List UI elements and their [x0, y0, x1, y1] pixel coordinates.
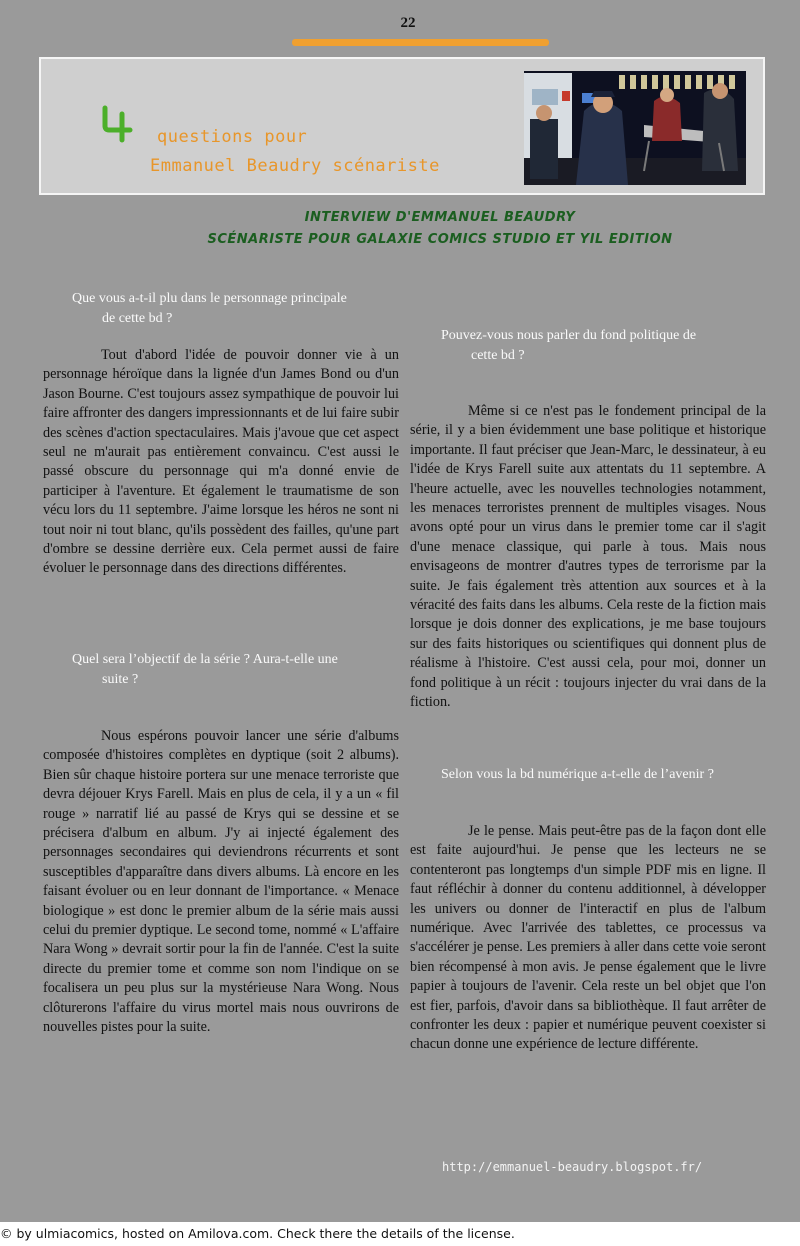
subtitle-line-1: INTERVIEW D'EMMANUEL BEAUDRY: [304, 210, 576, 225]
question-1-line-2: de cette bd ?: [102, 311, 173, 326]
question-3: [441, 326, 696, 366]
question-3-line-1: Pouvez-vous nous parler du fond politique de: [441, 328, 697, 343]
question-2: [72, 650, 338, 690]
question-2-line-2: suite ?: [102, 672, 139, 687]
orange-divider: [292, 39, 549, 46]
question-1-line-1: Que vous a-t-il plu dans le personnage principale: [72, 291, 347, 306]
question-3-line-2: cette bd ?: [471, 348, 525, 363]
question-1: [72, 289, 347, 329]
answer-2: Nous espérons pouvoir lancer une série d'albums composée d'histoires complètes en dyptique (soit 2 albums). Bien sûr chaque histoire portera sur une menace terroriste que devra déjouer Krys Farell. Mais en plus de cela, il y a un « fil rouge » narratif lié au passé de Krys qui se dessine et se précisera d'album en album. J'y ai injecté également des personnages secondaires qui deviendrons récurrents et sont susceptibles d'apparaître dans divers albums. Là encore en les faisant évoluer ou en leur donnant de l'importance. « Menace biologique » est donc le premier album de la série mais aussi celui du premier dyptique. Le second tome, nommé « L'affaire Nara Wong » devrait sortir pour la fin de l'année. C'est la suite directe du premier tome et comme son nom l'indique on se focalisera un peu plus sur la mystérieuse Nara Wong. Nous clôturerons l'affaire du virus mortel mais nous ouvrirons de nouvelles pistes pour la suite.: [43, 728, 399, 1036]
answer-4: Je le pense. Mais peut-être pas de la façon dont elle est faite aujourd'hui. Je pense que les lecteurs ne se contenteront pas longtemps d'un simple PDF mis en ligne. Il faut réfléchir à donner du contenu additionnel, à développer les univers ou donner de l'interactif en plus de l'album numérique. Avec l'arrivée des tablettes, ce processus va s'accélérer je pense. Les premiers à aller dans cette voie seront bien récompensé à mon avis. Je pense également que le livre papier à toujours de l'avenir. Cela reste un bel objet que l'on est fier, parfois, d'avoir dans sa bibliothèque. Il faut arrêter de confronter les deux : papier et numérique peuvent coexister si chacun donne une expérience de lecture différente.: [410, 823, 766, 1053]
license-footer: © by ulmiacomics, hosted on Amilova.com. Check there the details of the license.: [0, 1226, 515, 1241]
subtitle-line-2: SCÉNARISTE POUR GALAXIE COMICS STUDIO ET YIL EDITION: [207, 232, 673, 247]
answer-1: Tout d'abord l'idée de pouvoir donner vie à un personnage héroïque dans la lignée d'un James Bond ou d'un Jason Bourne. C'est toujours assez sympathique de pouvoir lui faire affronter des dangers impressionnants et de lui faire subir des scènes d'action spectaculaires. Mais j'avoue que cet aspect seul ne m'aurait pas entièrement convaincu. C'est aussi le passé obscure du personnage qui m'a donné envie de participer à l'aventure. Et également le traumatisme de son vécu lors du 11 septembre. J'aime lorsque les héros ne sont ni tout noir ni tout blanc, qu'ils possèdent des failles, qu'une part d'ombre se dessine derrière eux. Cela permet aussi de faire évoluer le personnage dans des directions différentes.: [43, 347, 399, 577]
comic-illustration: [524, 71, 746, 185]
question-4-line-1: Selon vous la bd numérique a-t-elle de l’avenir ?: [441, 767, 714, 782]
headline-line-2: Emmanuel Beaudry scénariste: [150, 156, 440, 176]
page-number: 22: [400, 15, 416, 31]
question-4: [441, 765, 714, 785]
blog-url[interactable]: http://emmanuel-beaudry.blogspot.fr/: [442, 1160, 703, 1174]
headline-line-1: questions pour: [157, 127, 308, 147]
question-2-line-1: Quel sera l’objectif de la série ? Aura-t-elle une: [72, 652, 338, 667]
answer-3: Même si ce n'est pas le fondement principal de la série, il y a bien évidemment une base politique et historique importante. Il faut préciser que Jean-Marc, le dessinateur, à eu l'idée de Krys Farell suite aux attentats du 11 septembre. A l'heure actuelle, avec les nouvelles technologies notamment, les menaces terroristes prennent de multiples visages. Nous avons opté pour un virus dans le premier tome car il s'agit d'une menace classique, qui parle à tous. Mais nous envisageons de montrer d'autres types de terrorisme par la suite. Je fais également très attention aux sources et à la véracité des faits dans les albums. Cela reste de la fiction mais lorsque je dois donner des explications, je me base toujours sur des faits historiques ou scientifiques qui donnent plus de réalisme à l'histoire. C'est aussi cela, pour moi, donner un fond politique à un récit : toujours injecter du vrai dans de la fiction.: [410, 403, 766, 711]
digit-four-logo: [100, 104, 134, 144]
